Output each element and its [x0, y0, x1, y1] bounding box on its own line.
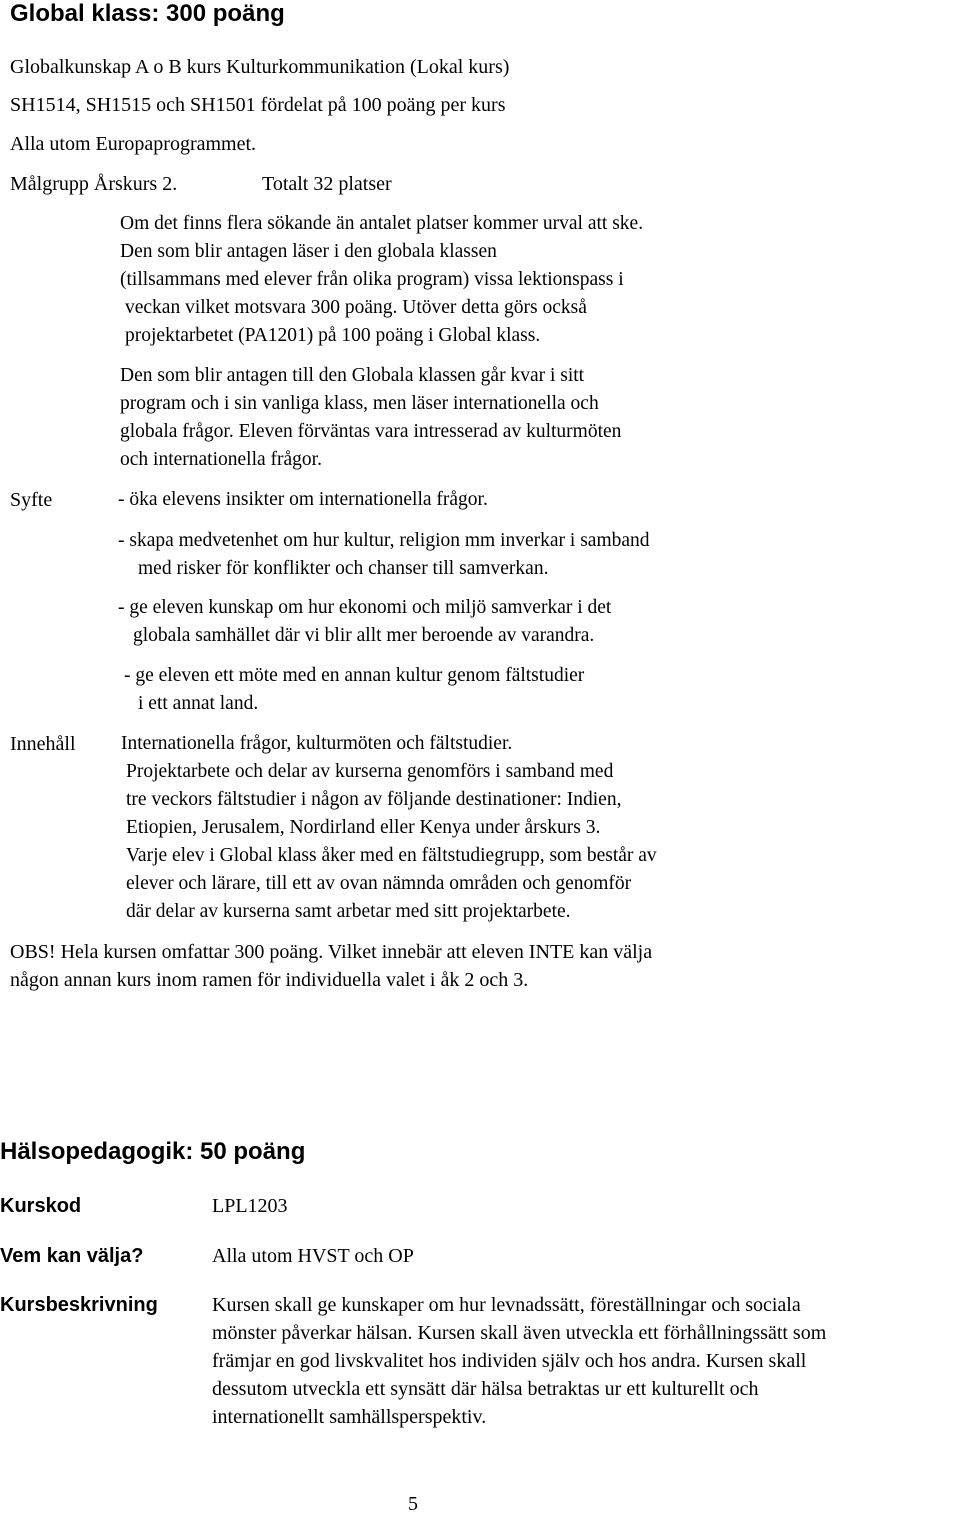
content-line-2: Projektarbete och delar av kurserna genomförs i samband med — [126, 761, 614, 782]
selection-line-3: (tillsammans med elever från olika program) vissa lektionspass i — [120, 269, 624, 290]
purpose-item-1: - öka elevens insikter om internationella frågor. — [118, 489, 488, 510]
intro-line-3: Alla utom Europaprogrammet. — [10, 133, 257, 155]
content-line-1: Internationella frågor, kulturmöten och fältstudier. — [121, 733, 513, 754]
course-description-line-1: Kursen skall ge kunskaper om hur levnadssätt, föreställningar och sociala — [212, 1294, 801, 1316]
purpose-item-4-line-2: i ett annat land. — [138, 693, 259, 714]
intro-line-2: SH1514, SH1515 och SH1501 fördelat på 100 poäng per kurs — [10, 94, 506, 116]
target-group: Målgrupp Årskurs 2. — [10, 173, 178, 195]
content-line-4: Etiopien, Jerusalem, Nordirland eller Kenya under årskurs 3. — [126, 817, 601, 838]
admitted-line-4: och internationella frågor. — [120, 449, 322, 470]
purpose-item-4-line-1: - ge eleven ett möte med en annan kultur genom fältstudier — [124, 665, 585, 686]
admitted-line-2: program och i sin vanliga klass, men läser internationella och — [120, 393, 599, 414]
section-title-global: Global klass: 300 poäng — [10, 0, 285, 27]
content-line-5: Varje elev i Global klass åker med en fältstudiegrupp, som består av — [126, 845, 657, 866]
selection-line-2: Den som blir antagen läser i den globala klassen — [120, 241, 497, 262]
selection-line-4: veckan vilket motsvara 300 poäng. Utöver detta görs också — [125, 297, 587, 318]
content-line-3: tre veckors fältstudier i någon av följande destinationer: Indien, — [126, 789, 622, 810]
who-can-choose-label: Vem kan välja? — [0, 1245, 144, 1267]
course-description-label: Kursbeskrivning — [0, 1294, 158, 1316]
who-can-choose-value: Alla utom HVST och OP — [212, 1245, 414, 1267]
purpose-label: Syfte — [10, 489, 53, 511]
content-line-7: där delar av kurserna samt arbetar med sitt projektarbete. — [126, 901, 571, 922]
admitted-line-1: Den som blir antagen till den Globala klassen går kvar i sitt — [120, 365, 585, 386]
course-description-line-4: dessutom utveckla ett synsätt där hälsa betraktas ur ett kulturellt och — [212, 1378, 759, 1400]
content-label: Innehåll — [10, 733, 76, 755]
page-number: 5 — [408, 1493, 418, 1515]
course-code-value: LPL1203 — [212, 1195, 288, 1217]
total-seats: Totalt 32 platser — [262, 173, 392, 195]
selection-line-5: projektarbetet (PA1201) på 100 poäng i Global klass. — [125, 325, 541, 346]
obs-line-1: OBS! Hela kursen omfattar 300 poäng. Vilket innebär att eleven INTE kan välja — [10, 941, 653, 963]
course-description-line-3: främjar en god livskvalitet hos individen själv och hos andra. Kursen skall — [212, 1350, 807, 1372]
obs-line-2: någon annan kurs inom ramen för individuella valet i åk 2 och 3. — [10, 969, 529, 991]
section-title-health: Hälsopedagogik: 50 poäng — [0, 1138, 306, 1165]
admitted-line-3: globala frågor. Eleven förväntas vara intresserad av kulturmöten — [120, 421, 622, 442]
intro-line-1: Globalkunskap A o B kurs Kulturkommunikation (Lokal kurs) — [10, 56, 510, 78]
purpose-item-2-line-1: - skapa medvetenhet om hur kultur, religion mm inverkar i samband — [118, 530, 650, 551]
course-description-line-2: mönster påverkar hälsan. Kursen skall även utveckla ett förhållningssätt som — [212, 1322, 827, 1344]
purpose-item-3-line-2: globala samhället där vi blir allt mer beroende av varandra. — [133, 625, 595, 646]
selection-line-1: Om det finns flera sökande än antalet platser kommer urval att ske. — [120, 213, 644, 234]
purpose-item-3-line-1: - ge eleven kunskap om hur ekonomi och miljö samverkar i det — [118, 597, 612, 618]
course-code-label: Kurskod — [0, 1195, 82, 1217]
purpose-item-2-line-2: med risker för konflikter och chanser till samverkan. — [138, 558, 549, 579]
course-description-line-5: internationellt samhällsperspektiv. — [212, 1406, 487, 1428]
content-line-6: elever och lärare, till ett av ovan nämnda områden och genomför — [126, 873, 632, 894]
